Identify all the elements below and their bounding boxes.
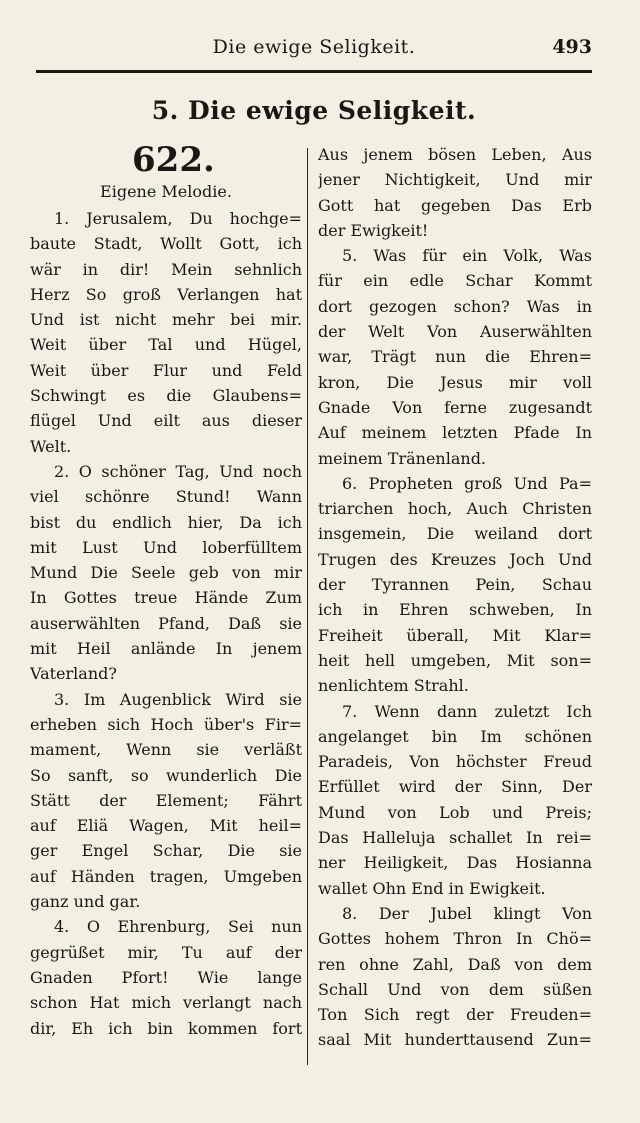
text-line: ger Engel Schar, Die sie — [30, 841, 302, 861]
text-line: gegrüßet mir, Tu auf der — [30, 942, 302, 962]
text-line: Schwingt es die Glaubens= — [30, 386, 302, 406]
text-line: 4. O Ehrenburg, Sei nun — [54, 917, 302, 937]
text-line: baute Stadt, Wollt Gott, ich — [30, 234, 302, 254]
text-line: meinem Tränenland. — [318, 448, 487, 468]
text-line: 7. Wenn dann zuletzt Ich — [342, 701, 592, 721]
text-line: bist du endlich hier, Da ich — [30, 512, 302, 532]
text-line: So sanft, so wunderlich Die — [30, 765, 302, 785]
text-line: jener Nichtigkeit, Und mir — [318, 170, 592, 190]
text-line: Auf meinem letzten Pfade In — [318, 423, 592, 443]
text-line: Aus jenem bösen Leben, Aus — [318, 145, 592, 164]
text-line: triarchen hoch, Auch Christen — [318, 499, 592, 519]
text-line: ren ohne Zahl, Daß von dem — [318, 954, 592, 974]
text-line: insgemein, Die weiland dort — [318, 524, 592, 544]
text-line: ganz und gar. — [30, 892, 141, 912]
running-header — [36, 32, 592, 66]
text-line: Und ist nicht mehr bei mir. — [30, 310, 302, 330]
text-line: der Ewigkeit! — [318, 220, 429, 240]
text-line: auf Händen tragen, Umgeben — [30, 866, 302, 886]
text-line: der Tyrannen Pein, Schau — [318, 575, 592, 595]
text-line: Freiheit überall, Mit Klar= — [318, 625, 592, 645]
left-column — [30, 140, 302, 1041]
running-title: Die ewige Seligkeit. — [212, 36, 416, 58]
text-line: kron, Die Jesus mir voll — [318, 372, 592, 392]
text-line: Erfüllet wird der Sinn, Der — [318, 777, 592, 797]
page-number: 493 — [552, 36, 592, 58]
text-line: 8. Der Jubel klingt Von — [342, 903, 592, 923]
text-line: 1. Jerusalem, Du hochge= — [54, 209, 302, 228]
text-line: auf Eliä Wagen, Mit heil= — [30, 816, 302, 836]
section-title: 5. Die ewige Seligkeit. — [151, 96, 477, 125]
text-line: Weit über Tal und Hügel, — [30, 335, 302, 355]
text-line: war, Trägt nun die Ehren= — [318, 347, 592, 367]
header-rule — [36, 70, 592, 73]
text-line: dir, Eh ich bin kommen fort — [30, 1018, 302, 1038]
text-line: mit Lust Und loberfülltem — [30, 537, 302, 557]
text-line: Mund von Lob und Preis; — [318, 802, 592, 822]
left-column-lines — [30, 206, 302, 1041]
text-line: flügel Und eilt aus dieser — [30, 411, 302, 431]
text-line: der Welt Von Auserwählten — [318, 322, 592, 342]
text-line: Vaterland? — [30, 664, 117, 684]
text-line: 6. Propheten groß Und Pa= — [342, 473, 592, 493]
text-line: Gott hat gegeben Das Erb — [318, 195, 592, 215]
text-line: Gottes hohem Thron In Chö= — [318, 929, 592, 949]
text-line: Schall Und von dem süßen — [318, 979, 592, 999]
text-line: Trugen des Kreuzes Joch Und — [318, 549, 592, 569]
text-line: 3. Im Augenblick Wird sie — [54, 689, 302, 709]
text-line: saal Mit hunderttausend Zun= — [318, 1030, 592, 1050]
text-line: schon Hat mich verlangt nach — [30, 993, 302, 1013]
melody-note: Eigene Melodie. — [100, 182, 232, 201]
text-line: viel schönre Stund! Wann — [30, 487, 302, 507]
right-column — [318, 142, 592, 1053]
text-line: für ein edle Schar Kommt — [318, 271, 592, 291]
text-line: mit Heil anlände In jenem — [30, 639, 302, 659]
text-line: 5. Was für ein Volk, Was — [342, 246, 592, 266]
text-line: erheben sich Hoch über's Fir= — [30, 714, 302, 734]
text-line: heit hell umgeben, Mit son= — [318, 650, 592, 670]
text-line: In Gottes treue Hände Zum — [30, 588, 302, 608]
text-line: dort gezogen schon? Was in — [318, 296, 592, 316]
text-line: nenlichtem Strahl. — [318, 676, 469, 696]
text-line: wär in dir! Mein sehnlich — [30, 259, 302, 279]
text-line: mament, Wenn sie verläßt — [30, 740, 302, 760]
text-line: ner Heiligkeit, Das Hosianna — [318, 853, 592, 873]
text-line: auserwählten Pfand, Daß sie — [30, 613, 302, 633]
text-line: Paradeis, Von höchster Freud — [318, 752, 592, 772]
text-line: Herz So groß Verlangen hat — [30, 284, 302, 304]
text-line: angelanget bin Im schönen — [318, 726, 592, 746]
text-line: Stätt der Element; Fährt — [30, 790, 302, 810]
text-line: wallet Ohn End in Ewigkeit. — [318, 878, 546, 898]
hymn-number: 622. — [132, 140, 215, 180]
text-line: ich in Ehren schweben, In — [318, 600, 592, 620]
text-line: Weit über Flur und Feld — [30, 360, 302, 380]
text-line: Gnaden Pfort! Wie lange — [30, 967, 302, 987]
text-line: Welt. — [30, 436, 72, 456]
text-line: Das Halleluja schallet In rei= — [318, 828, 592, 848]
text-line: Gnade Von ferne zugesandt — [318, 397, 592, 417]
right-column-lines — [318, 142, 592, 1053]
column-divider — [307, 148, 308, 1065]
text-line: 2. O schöner Tag, Und noch — [54, 461, 302, 481]
text-line: Ton Sich regt der Freuden= — [318, 1005, 592, 1025]
text-line: Mund Die Seele geb von mir — [30, 563, 302, 583]
